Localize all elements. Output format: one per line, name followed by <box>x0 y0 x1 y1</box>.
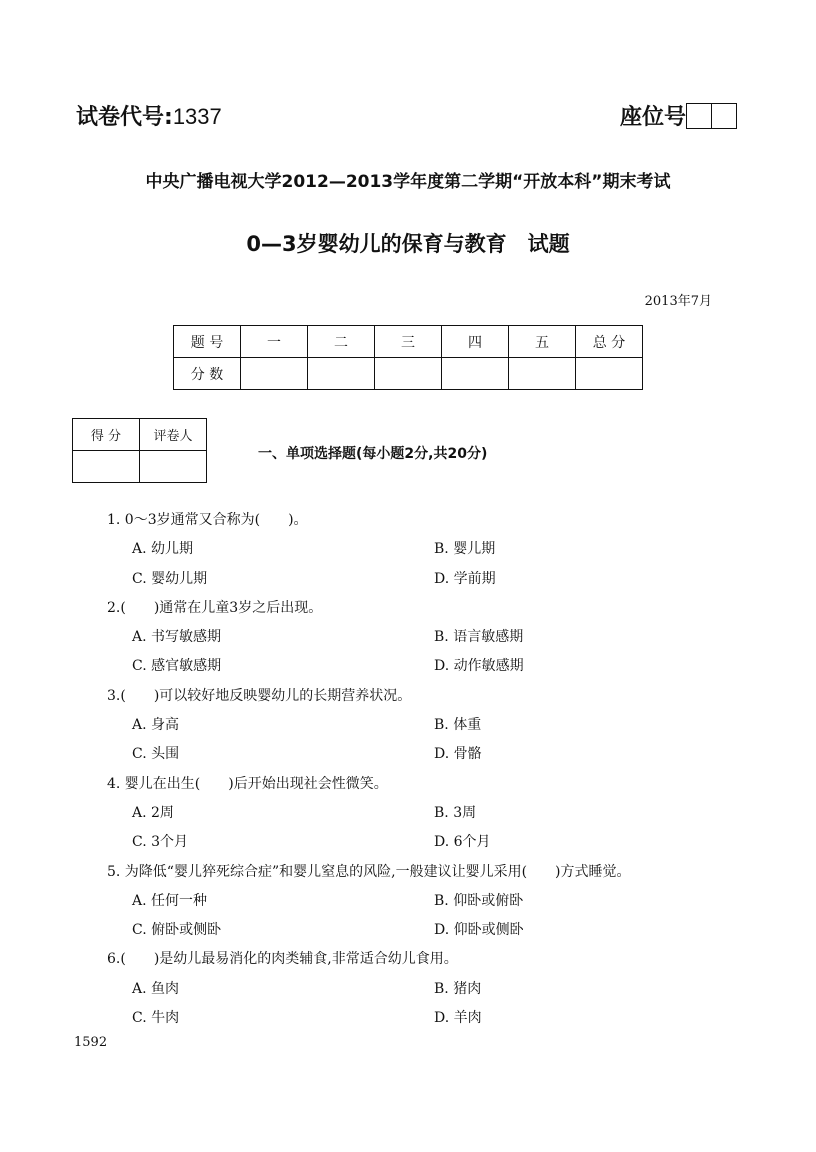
option: A. 幼儿期 <box>132 541 194 558</box>
option: B. 猪肉 <box>434 980 482 997</box>
grader-table <box>72 418 207 483</box>
question-stem: 6.( )是幼儿最易消化的肉类辅食,非常适合幼儿食用。 <box>107 951 458 968</box>
option: A. 鱼肉 <box>132 980 180 997</box>
question-stem: 3.( )可以较好地反映婴幼儿的长期营养状况。 <box>107 687 412 704</box>
score-table-cell: 三 <box>375 326 442 358</box>
score-input-cell <box>375 358 442 390</box>
option: C. 牛肉 <box>132 1010 180 1027</box>
option: A. 任何一种 <box>132 892 208 909</box>
exam-date: 2013年7月 <box>644 294 712 309</box>
grader-table-header-row <box>73 419 207 451</box>
grader-score-label: 得 分 <box>73 419 140 451</box>
option: C. 俯卧或侧卧 <box>132 922 222 939</box>
seat-number-label: 座位号 <box>620 105 687 130</box>
question-stem: 4. 婴儿在出生( )后开始出现社会性微笑。 <box>107 775 388 792</box>
option-row <box>0 709 816 738</box>
score-table-cell: 题 号 <box>174 326 241 358</box>
option-row <box>0 1002 816 1031</box>
question-stem: 5. 为降低“婴儿猝死综合症”和婴儿窒息的风险,一般建议让婴儿采用( )方式睡觉。 <box>107 863 631 880</box>
score-input-cell <box>442 358 509 390</box>
exam-title: 0—3岁婴幼儿的保育与教育 试题 <box>246 232 570 256</box>
option-row <box>0 738 816 767</box>
score-table-cell: 二 <box>308 326 375 358</box>
option: B. 体重 <box>434 717 482 734</box>
option-row <box>0 621 816 650</box>
option: D. 羊肉 <box>434 1010 482 1027</box>
option: D. 6个月 <box>434 834 491 851</box>
option: C. 婴幼儿期 <box>132 570 208 587</box>
option-row <box>0 797 816 826</box>
option-row <box>0 885 816 914</box>
grader-name-cell <box>140 451 207 483</box>
seat-box-2 <box>712 103 737 129</box>
score-table <box>173 325 643 390</box>
score-table-header-row <box>174 326 643 358</box>
page-number: 1592 <box>74 1035 108 1050</box>
option-row <box>0 650 816 679</box>
option: C. 3个月 <box>132 834 189 851</box>
score-input-cell <box>241 358 308 390</box>
option: D. 仰卧或侧卧 <box>434 922 524 939</box>
exam-code-value: 1337 <box>172 104 222 129</box>
grader-score-cell <box>73 451 140 483</box>
score-table-cell: 分 数 <box>174 358 241 390</box>
grader-table-input-row <box>73 451 207 483</box>
option: B. 语言敏感期 <box>434 629 524 646</box>
score-table-score-row <box>174 358 643 390</box>
option-row <box>0 826 816 855</box>
score-input-cell <box>509 358 576 390</box>
seat-number <box>620 100 737 131</box>
question-list <box>0 504 816 1031</box>
option: B. 婴儿期 <box>434 541 496 558</box>
exam-code-label: 试卷代号: <box>76 105 173 130</box>
score-input-cell <box>308 358 375 390</box>
option: B. 3周 <box>434 804 477 821</box>
option-row <box>0 914 816 943</box>
question-stem: 1. 0～3岁通常又合称为( )。 <box>107 512 308 528</box>
seat-box-1 <box>686 103 712 129</box>
score-input-cell <box>576 358 643 390</box>
question-stem: 2.( )通常在儿童3岁之后出现。 <box>107 599 323 616</box>
option: C. 感官敏感期 <box>132 658 222 675</box>
option: C. 头围 <box>132 746 180 763</box>
section-title: 一、单项选择题(每小题2分,共20分) <box>258 446 488 462</box>
exam-code <box>76 100 222 131</box>
option: A. 2周 <box>132 804 174 821</box>
option-row <box>0 973 816 1002</box>
score-table-cell: 总 分 <box>576 326 643 358</box>
option: D. 动作敏感期 <box>434 658 524 675</box>
option: B. 仰卧或俯卧 <box>434 892 524 909</box>
option-row <box>0 533 816 562</box>
option: D. 学前期 <box>434 570 496 587</box>
option: A. 书写敏感期 <box>132 629 222 646</box>
option: D. 骨骼 <box>434 746 482 763</box>
option: A. 身高 <box>132 717 180 734</box>
score-table-cell: 五 <box>509 326 576 358</box>
exam-subtitle: 中央广播电视大学2012—2013学年度第二学期“开放本科”期末考试 <box>145 172 671 192</box>
grader-name-label: 评卷人 <box>140 419 207 451</box>
score-table-cell: 四 <box>442 326 509 358</box>
option-row <box>0 563 816 592</box>
score-table-cell: 一 <box>241 326 308 358</box>
